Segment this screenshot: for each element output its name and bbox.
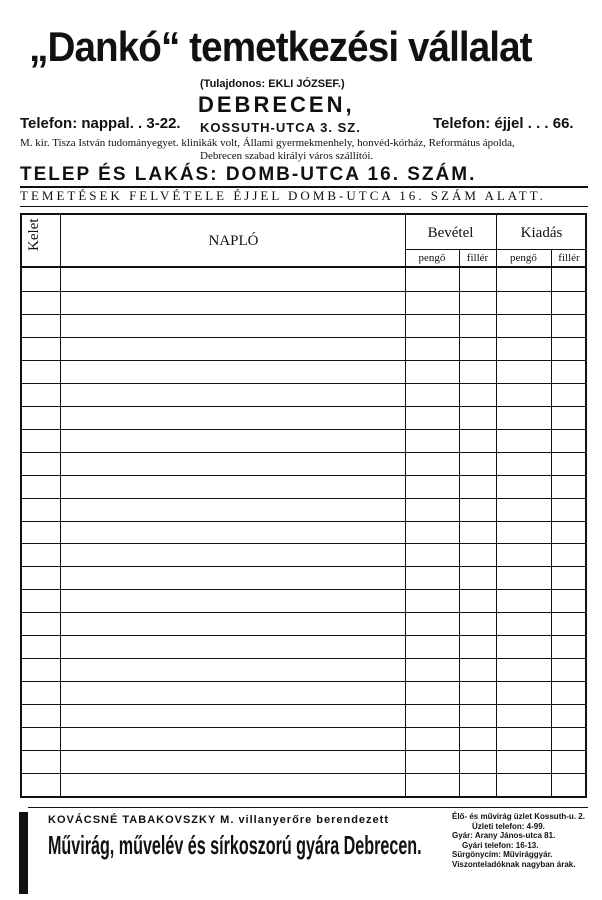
- ledger-row-line: [22, 406, 585, 407]
- expense-column-header: Kiadás: [520, 225, 563, 241]
- expense-pengo-header: pengő: [510, 252, 537, 264]
- column-divider: [60, 215, 61, 796]
- advert-company-name: KOVÁCSNÉ TABAKOVSZKY M. villanyerőre berendezett: [48, 814, 389, 826]
- column-divider: [459, 249, 460, 796]
- premises-line: TELEP ÉS LAKÁS: DOMB-UTCA 16. SZÁM.: [20, 164, 477, 185]
- advert-headline: Művirág, művelév és sírkoszorú gyára Debrecen.: [48, 830, 422, 860]
- ledger-row-line: [22, 314, 585, 315]
- journal-column-header: NAPLÓ: [208, 233, 259, 249]
- phone-night: Telefon: éjjel . . . 66.: [433, 115, 574, 132]
- advert-side-bar: [19, 812, 28, 894]
- income-pengo-header: pengő: [418, 252, 446, 264]
- column-divider: [551, 249, 552, 796]
- ledger-row-line: [22, 612, 585, 613]
- funeral-orders-line: TEMETÉSEK FELVÉTELE ÉJJEL DOMB-UTCA 16. SZÁM ALATT.: [20, 188, 546, 203]
- header-divider: [405, 249, 585, 250]
- ledger-row-line: [22, 291, 585, 292]
- ledger-row-line: [22, 452, 585, 453]
- ledger-row-line: [22, 658, 585, 659]
- ledger-row-line: [22, 383, 585, 384]
- header-bottom-rule: [22, 266, 585, 268]
- ledger-row-line: [22, 498, 585, 499]
- advert-divider: [28, 807, 588, 808]
- ledger-row-line: [22, 727, 585, 728]
- column-divider: [405, 215, 406, 796]
- advert-contact-block: [452, 812, 585, 869]
- street-address: KOSSUTH-UTCA 3. SZ.: [200, 120, 361, 135]
- ledger-row-line: [22, 429, 585, 430]
- ledger-row-line: [22, 337, 585, 338]
- ledger-table: [20, 213, 587, 798]
- city-name: DEBRECEN,: [198, 92, 355, 117]
- advert-contact-line: Élő- és művirág üzlet Kossuth-u. 2.: [452, 812, 585, 821]
- ledger-row-line: [22, 635, 585, 636]
- supplier-line-1: M. kir. Tisza István tudományegyet. klinikák volt, Állami gyermekmenhely, honvéd-kórház, Református ápolda,: [20, 137, 515, 149]
- ledger-row-line: [22, 543, 585, 544]
- ledger-row-line: [22, 750, 585, 751]
- column-divider: [496, 215, 497, 796]
- ledger-row-line: [22, 566, 585, 567]
- advert-contact-line: Viszonteladóknak nagyban árak.: [452, 859, 576, 869]
- income-column-header: Bevétel: [427, 225, 474, 241]
- advert-contact-line: Sürgönycím: Művirággyár.: [452, 850, 553, 859]
- advert-contact-line: Gyár: Arany János-utca 81.: [452, 831, 556, 840]
- ledger-row-line: [22, 521, 585, 522]
- advert-contact-line: Üzleti telefon: 4-99.: [472, 821, 545, 831]
- ledger-row-line: [22, 589, 585, 590]
- ledger-row-line: [22, 475, 585, 476]
- ledger-row-line: [22, 681, 585, 682]
- ledger-row-line: [22, 360, 585, 361]
- divider: [20, 206, 588, 207]
- advert-contact-line: Gyári telefon: 16-13.: [462, 840, 539, 850]
- company-title: „Dankó“ temetkezési vállalat: [29, 23, 532, 70]
- ledger-row-line: [22, 773, 585, 774]
- supplier-line-2: Debrecen szabad királyi város szállítói.: [200, 150, 374, 162]
- ledger-row-line: [22, 704, 585, 705]
- phone-day: Telefon: nappal. . 3-22.: [20, 115, 181, 132]
- owner-line: (Tulajdonos: EKLI JÓZSEF.): [200, 78, 345, 90]
- income-filler-header: fillér: [466, 252, 489, 264]
- expense-filler-header: fillér: [558, 252, 580, 264]
- date-column-header: Kelet: [26, 218, 42, 251]
